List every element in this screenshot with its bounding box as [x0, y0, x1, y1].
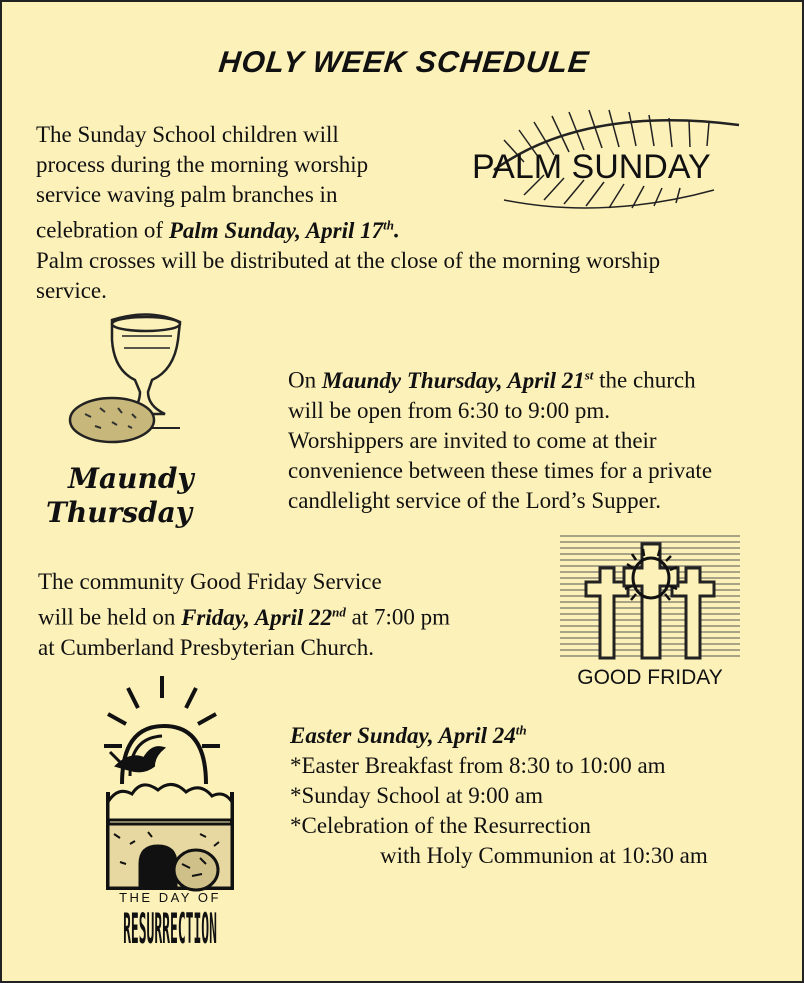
good-friday-paragraph — [38, 567, 450, 663]
maundy-line-2: will be open from 6:30 to 9:00 pm. — [288, 397, 610, 423]
palm-sunday-paragraph: The Sunday School children will process during the morning worship service waving palm branches in celebration of Palm Sunday, April 17th. Palm crosses will be distributed at the close of the morning worship service. — [36, 122, 661, 303]
easter-item-3: *Celebration of the Resurrection — [290, 812, 591, 838]
palm-line-4-pre: celebration of — [36, 217, 169, 243]
maundy-line-3: Worshippers are invited to come at their — [288, 427, 657, 453]
good-friday-date: Friday, April 22nd — [181, 604, 346, 630]
palm-sunday-art-label: PALM SUNDAY — [472, 148, 711, 186]
easter-sunday-heading: Easter Sunday, April 24th — [290, 722, 527, 748]
bread-icon — [70, 398, 154, 442]
friday-line-2-pre: will be held on — [38, 604, 182, 630]
palm-sunday-illustration — [464, 100, 764, 220]
easter-paragraph — [290, 715, 708, 871]
maundy-thursday-date: Maundy Thursday, April 21st — [321, 367, 594, 393]
easter-art-label-1: THE DAY OF — [119, 890, 221, 905]
friday-line-3: at Cumberland Presbyterian Church. — [38, 634, 374, 660]
palm-line-6: service. — [36, 277, 107, 303]
maundy-line-5: candlelight service of the Lord’s Supper. — [288, 487, 662, 513]
easter-item-1: *Easter Breakfast from 8:30 to 10:00 am — [290, 752, 666, 778]
maundy-thursday-illustration — [40, 310, 218, 532]
maundy-art-label-2: Thursday — [46, 496, 193, 529]
easter-item-4: with Holy Communion at 10:30 am — [380, 842, 708, 868]
maundy-line-1-post: the church — [593, 367, 696, 393]
friday-line-2-post: at 7:00 pm — [345, 604, 450, 630]
palm-line-3: service waving palm branches in — [36, 182, 338, 207]
maundy-line-1-pre: On — [288, 367, 322, 393]
friday-line-1: The community Good Friday Service — [38, 569, 382, 594]
maundy-line-4: convenience between these times for a private — [288, 457, 713, 483]
three-crosses-icon — [586, 544, 714, 658]
page-title: HOLY WEEK SCHEDULE — [217, 46, 591, 79]
clouds-icon — [108, 784, 232, 820]
maundy-art-label-1: Maundy — [68, 462, 194, 495]
empty-tomb-icon — [108, 824, 232, 890]
easter-art-label-2: RESURRECTION — [123, 905, 217, 954]
easter-item-2: *Sunday School at 9:00 am — [290, 782, 543, 808]
palm-line-1: The Sunday School children will — [36, 122, 339, 147]
good-friday-art-label: GOOD FRIDAY — [577, 666, 723, 689]
maundy-thursday-paragraph — [288, 360, 712, 516]
easter-illustration — [100, 674, 240, 954]
palm-line-5: Palm crosses will be distributed at the close of the morning worship — [36, 247, 661, 273]
good-friday-illustration — [558, 528, 742, 694]
palm-sunday-date: Palm Sunday, April 17th — [168, 217, 394, 243]
palm-line-2: process during the morning worship — [36, 152, 369, 177]
